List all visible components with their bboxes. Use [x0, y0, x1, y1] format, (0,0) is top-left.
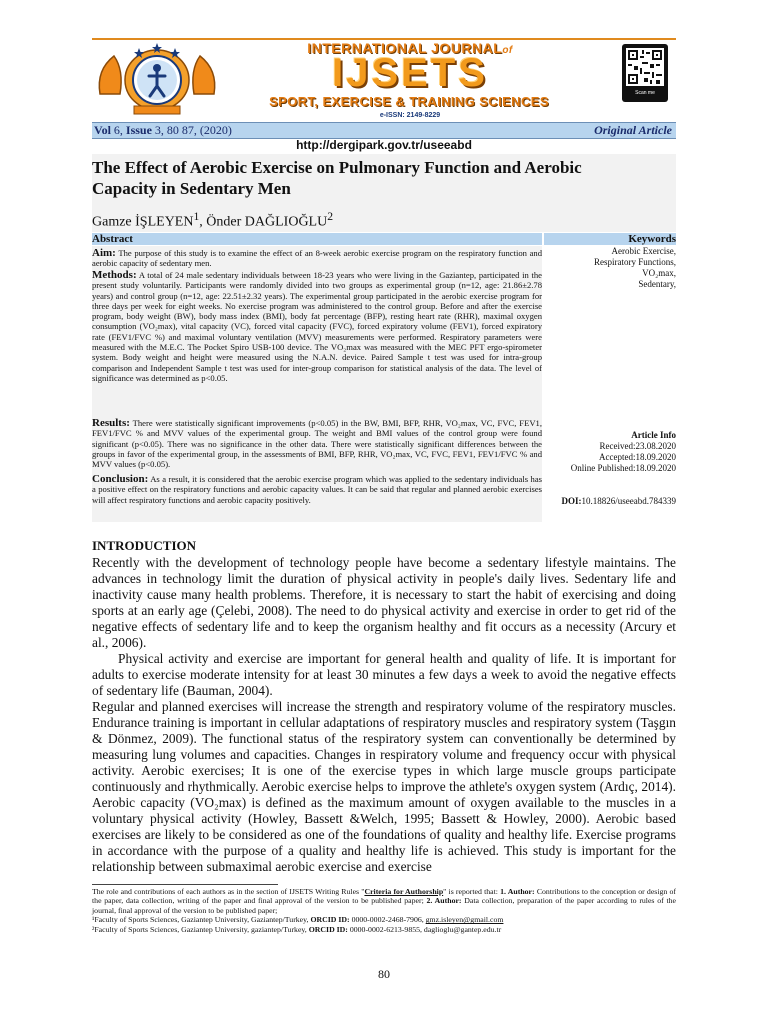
qr-code-icon [626, 48, 664, 86]
issue-number: 3 [154, 123, 161, 137]
aim-label: Aim: [92, 247, 116, 259]
abstract-conclusion [92, 474, 542, 505]
body-paragraph-3: Regular and planned exercises will increase the strength and respiratory volume of the respiratory muscles. Endurance training is important in cellular adaptations of respiratory muscles and respiratory system (Taşgın & Dönmez, 2009). The functional status of the respiratory system can conventionally be determined by measuring lung volumes and capacities. Changes in respiratory volume and frequency occur with physical activity. Aerobic exercises; It is one of the exercise types in which large muscle groups participate continuously and rhythmically. Aerobic exercise helps to improve the athlete's oxygen system (Ardıç, 2014). Aerobic capacity (VO₂max) is defined as the maximum amount of oxygen available to the muscles in a voluntary physical activity (Howley, Bassett &Welch, 1995; Bassett & Howley, 2000). Aerobic based exercises are likely to be considered as one of the foundations of quality and healthy life. Exercise programs in accordance with the purpose of a quality and healthy life is achieved. This study is important for the relationship between submaximal aerobic exercise and exercise [92, 699, 676, 874]
conclusion-label: Conclusion: [92, 473, 149, 485]
fn3-pre: ²Faculty of Sports Sciences, Gaziantep University, gaziantep/Turkey, [92, 924, 309, 934]
methods-text: A total of 24 male sedentary individuals between 18-23 years who were living in the Gaziantep, participated in the present study voluntarily. Participants were randomly divided into two groups as experimental group (n=12, age: 21.86±2.78 years) and control group (n=12, age: 22.51±2.32 years). The experimental group participated in the aerobic exercise program for three days per week for eight weeks. No exercise program was administered to the control group. Before and after the exercise program, body weight (BW), body mass index (BMI), body fat percentage (BFP), resting heart rate (RHR), maximal oxygen consumption (VO₂max), vital capacity (VC), forced vital capacity (FVC), forced expiratory volume (FEV1), forced expiratory rate (FEV1/FVC %) and maximal voluntary ventilation (MVV) measurements were performed. Respiratory parameters were measured with the M.E.C. The Pocket Spiro USB-100 device. The VO₂max was measured with the MEC PFT ergo-spirometer system. Body weight and height were measured using the N.A.N. device. Paired Sample t test was used for intra-group comparison and Independent Sample t test was used for inter-group comparison for statistical analysis of the data. The level of significance was determined as p<0.05. [92, 270, 542, 383]
keywords-list [544, 246, 676, 290]
methods-label: Methods: [92, 269, 137, 281]
fn1-mid: " is reported that: [443, 887, 501, 896]
keyword-item: VO₂max, [642, 268, 676, 278]
issue-info: Vol 6, Issue 3, 80 87, (2020) [94, 123, 232, 137]
author-separator: , [199, 214, 207, 230]
body-text [92, 555, 676, 875]
paper-title: The Effect of Aerobic Exercise on Pulmonary Function and Aerobic Capacity in Sedentary Men [92, 158, 582, 198]
aim-text: The purpose of this study is to examine the effect of an 8-week aerobic exercise program on the respiratory function and aerobic capacity of sedentary men. [92, 248, 542, 269]
keyword-item: Aerobic Exercise, [611, 246, 676, 256]
author1-email-link[interactable]: gmz.isleyen@gmail.com [425, 915, 504, 925]
journal-acronym: IJSETS [332, 51, 488, 95]
results-label: Results: [92, 417, 130, 429]
fn3-orcid: 0000-0002-6213-9855, daglioglu@gantep.edu.tr [347, 924, 502, 934]
qr-label: Scan me [635, 90, 655, 96]
journal-title-line2: SPORT, EXERCISE & TRAINING SCIENCES [269, 94, 549, 109]
abstract-header: Abstract [92, 233, 542, 245]
keyword-item: Sedentary, [638, 279, 676, 289]
article-info [544, 430, 676, 474]
fn1-author1-label: 1. Author: [500, 887, 535, 896]
fn2-orcid: 0000-0002-2468-7906, [349, 915, 426, 925]
received-date: Received:23.08.2020 [599, 441, 676, 451]
conclusion-text: As a result, it is considered that the aerobic exercise program which was applied to the sedentary individuals has a positive effect on the respiratory functions and aerobic capacity values. It can be said that regular and planned aerobic exercises will affect respiratory functions and aerobic capacity positively. [92, 474, 542, 505]
journal-title-text: INTERNATIONAL JOURNAL [307, 40, 503, 56]
article-type: Original Article [594, 123, 672, 137]
doi-label: DOI: [561, 496, 582, 506]
keyword-item: Respiratory Functions, [594, 257, 676, 267]
footnote-affiliation-2 [92, 925, 676, 934]
fn2-pre: ¹Faculty of Sports Sciences, Gaziantep University, Gaziantep/Turkey, [92, 915, 311, 925]
doi-value: 10.18826/useeabd.784339 [581, 496, 676, 506]
results-text: There were statistically significant improvements (p<0.05) in the BW, BMI, BFP, RHR, VO₂max, VC, FVC, FEV1, FEV1/FVC % and MVV values of the experimental group. The weight and BMI values of the control group were found significant (p<0.05). There was no significance in the other data. There were statistically significant differences between the groups in favor of the experimental group, in the assessments of BMI, BFP, RHR, VO₂max, VC, FVC, FEV1, FEV1/FVC % and MVV values (p<0.05). [92, 418, 542, 470]
journal-url[interactable]: http://dergipark.gov.tr/useeabd [296, 138, 472, 152]
author-2: Önder DAĞLIOĞLU [206, 214, 328, 230]
abstract-results [92, 418, 542, 469]
journal-logo [94, 40, 220, 116]
footnote-rule [92, 884, 278, 885]
eissn: e-ISSN: 2149-8229 [379, 112, 441, 119]
body-paragraph-1: Recently with the development of technology people have become a sedentary lifestyle maintains. The advances in technology limit the duration of physical activity in people's daily lives. Sedentary life and inactivity cause many health problems. Therefore, it is necessary to start the habit of exercising and doing sports at an early age (Çelebi, 2008). The need to do physical activity and exercise in order to get rid of the negative effects of sedentary life and to keep the organism healthy and fit occurs as a necessity (Arcury et al., 2006). [92, 555, 676, 650]
criteria-link[interactable]: Criteria for Authorship [364, 887, 444, 896]
footnote-affiliation-1 [92, 915, 676, 924]
journal-title-of: of [502, 45, 513, 56]
footnote-contributions [92, 887, 676, 915]
title-block [92, 154, 676, 232]
accepted-date: Accepted:18.09.2020 [599, 452, 676, 462]
abstract-aim [92, 248, 542, 269]
vol-label: Vol [94, 123, 111, 137]
section-heading: INTRODUCTION [92, 538, 197, 553]
author-1: Gamze İŞLEYEN [92, 214, 194, 230]
published-date: Online Published:18.09.2020 [570, 463, 676, 473]
fn2-orcid-label: ORCID ID: [310, 915, 350, 925]
footnotes [92, 887, 676, 934]
fn1-author2-label: 2. Author: [426, 896, 462, 906]
fn1-author1-text: Contributions to the conception or design of the paper, data collection, writing of the paper and final approval of the version to be published paper; [92, 887, 676, 906]
authors [92, 210, 333, 231]
page-range: 80 87, [166, 123, 197, 137]
issue-year: (2020) [199, 123, 232, 137]
fn3-orcid-label: ORCID ID: [308, 924, 348, 934]
issue-label: Issue [125, 123, 152, 137]
qr-code[interactable] [622, 44, 668, 102]
page-number: 80 [378, 967, 390, 981]
doi[interactable] [544, 496, 676, 507]
article-info-header: Article Info [631, 430, 676, 440]
author-1-affil: 1 [193, 210, 200, 223]
abstract-methods [92, 270, 542, 383]
fn1-author2-text: Data collection, preparation of the paper according to rules of the journal, final approval of the version to be published paper; [92, 896, 676, 915]
body-paragraph-2: Physical activity and exercise are important for general health and quality of life. It is important for adults to exercise moderate intensity for at least 30 minutes a few days a week to avoid the negative effects of sedentary life (Bauman, 2004). [92, 651, 676, 698]
abstract-body [92, 246, 542, 522]
keywords-header: Keywords [544, 233, 676, 245]
author-2-affil: 2 [327, 210, 334, 223]
fn1-pre: The role and contributions of each authors as in the section of IJSETS Writing Rules " [92, 887, 365, 896]
vol-number: 6 [113, 123, 120, 137]
issue-bar [92, 122, 676, 139]
